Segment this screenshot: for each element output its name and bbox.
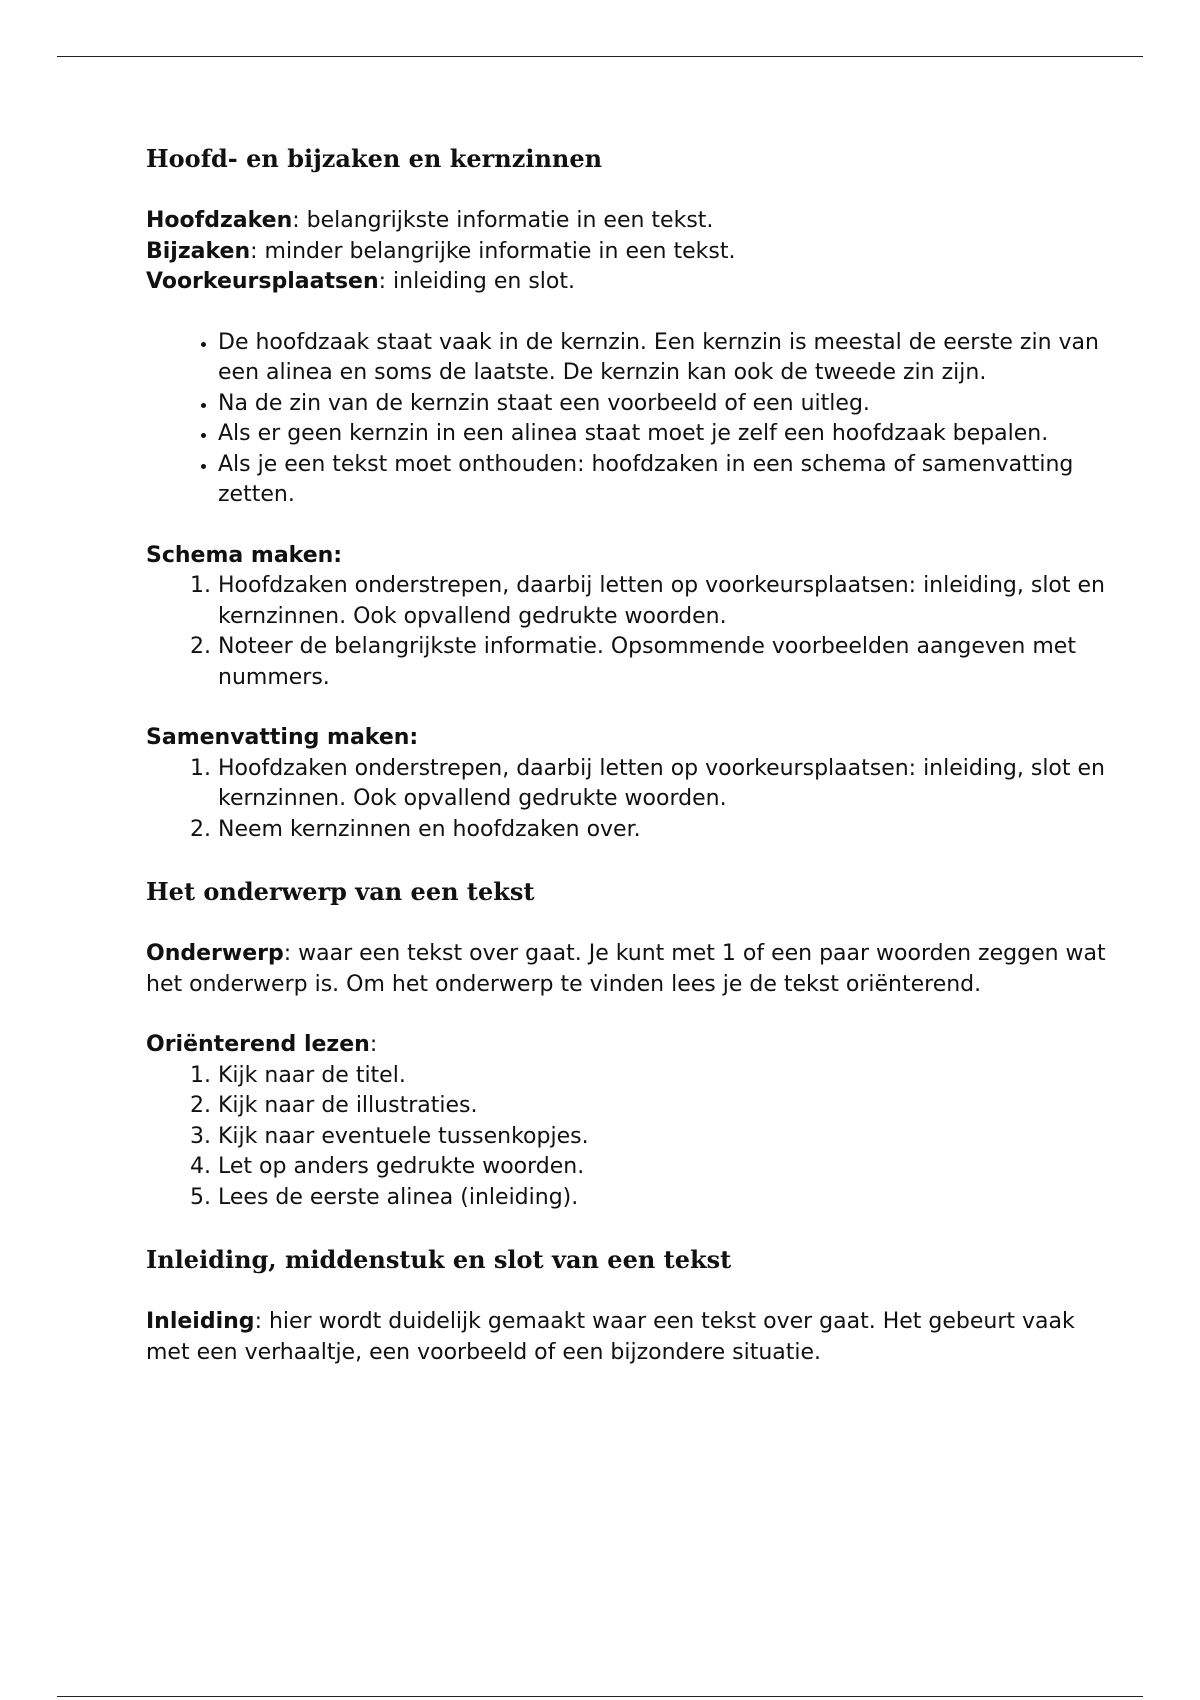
- header-rule: [57, 56, 1143, 57]
- list-item: 2. Kijk naar de illustraties.: [218, 1091, 1106, 1122]
- label-suffix: :: [369, 1032, 378, 1057]
- definition-bijzaken: [146, 237, 1106, 268]
- definitions-block: [146, 206, 1106, 298]
- list-item: • De hoofdzaak staat vaak in de kernzin. Een kernzin is meestal de eerste zin van een alinea en soms de laatste. De kernzin kan ook de tweede zin zijn.: [218, 328, 1106, 389]
- section-title-onderwerp: Het onderwerp van een tekst: [146, 877, 535, 906]
- list-item: 1. Hoofdzaken onderstrepen, daarbij letten op voorkeursplaatsen: inleiding, slot en kernzinnen. Ook opvallend gedrukte woorden.: [218, 754, 1106, 815]
- list-item: 2. Noteer de belangrijkste informatie. Opsommende voorbeelden aangeven met nummers.: [218, 632, 1106, 693]
- section-title-inleiding-middenstuk-slot: Inleiding, middenstuk en slot van een tekst: [146, 1245, 732, 1274]
- definition-text: : belangrijkste informatie in een tekst.: [292, 208, 714, 233]
- term: Inleiding: [146, 1309, 255, 1334]
- section-title-hoofd-bijzaken: Hoofd- en bijzaken en kernzinnen: [146, 144, 603, 173]
- document-body: [146, 142, 1106, 1398]
- orienterend-lezen-label: [146, 1030, 1106, 1061]
- definition-voorkeursplaatsen: [146, 267, 1106, 298]
- schema-maken-label: Schema maken:: [146, 542, 343, 568]
- schema-maken-steps: [146, 571, 1106, 693]
- list-item: 2. Neem kernzinnen en hoofdzaken over.: [218, 815, 1106, 846]
- definition-text: : waar een tekst over gaat. Je kunt met 1 of een paar woorden zeggen wat het onderwerp is. Om het onderwerp te vinden lees je de tekst oriënterend.: [146, 941, 1106, 997]
- list-item: 5. Lees de eerste alinea (inleiding).: [218, 1183, 1106, 1214]
- definition-onderwerp: [146, 939, 1106, 1000]
- list-item: • Als je een tekst moet onthouden: hoofdzaken in een schema of samenvatting zetten.: [218, 450, 1106, 511]
- definition-inleiding: [146, 1307, 1106, 1368]
- term: Voorkeursplaatsen: [146, 269, 379, 294]
- list-item: 1. Kijk naar de titel.: [218, 1061, 1106, 1092]
- list-item: 3. Kijk naar eventuele tussenkopjes.: [218, 1122, 1106, 1153]
- definition-text: : minder belangrijke informatie in een tekst.: [250, 238, 736, 264]
- definition-hoofdzaken: [146, 206, 1106, 237]
- kernzin-bullet-list: [146, 328, 1106, 511]
- samenvatting-maken-label: Samenvatting maken:: [146, 725, 419, 750]
- term: Bijzaken: [146, 238, 251, 264]
- definition-text: : hier wordt duidelijk gemaakt waar een tekst over gaat. Het gebeurt vaak met een verhaaltje, een voorbeeld of een bijzondere situatie.: [146, 1309, 1075, 1365]
- orienterend-lezen-steps: [146, 1061, 1106, 1214]
- list-item: • Als er geen kernzin in een alinea staat moet je zelf een hoofdzaak bepalen.: [218, 419, 1106, 450]
- list-item: • Na de zin van de kernzin staat een voorbeeld of een uitleg.: [218, 389, 1106, 420]
- samenvatting-maken-steps: [146, 754, 1106, 846]
- list-item: 1. Hoofdzaken onderstrepen, daarbij letten op voorkeursplaatsen: inleiding, slot en kernzinnen. Ook opvallend gedrukte woorden.: [218, 571, 1106, 632]
- term: Hoofdzaken: [146, 208, 293, 233]
- footer-rule: [57, 1696, 1143, 1697]
- label-text: Oriënterend lezen: [146, 1032, 370, 1057]
- definition-text: : inleiding en slot.: [378, 269, 575, 294]
- term: Onderwerp: [146, 941, 284, 966]
- list-item: 4. Let op anders gedrukte woorden.: [218, 1152, 1106, 1183]
